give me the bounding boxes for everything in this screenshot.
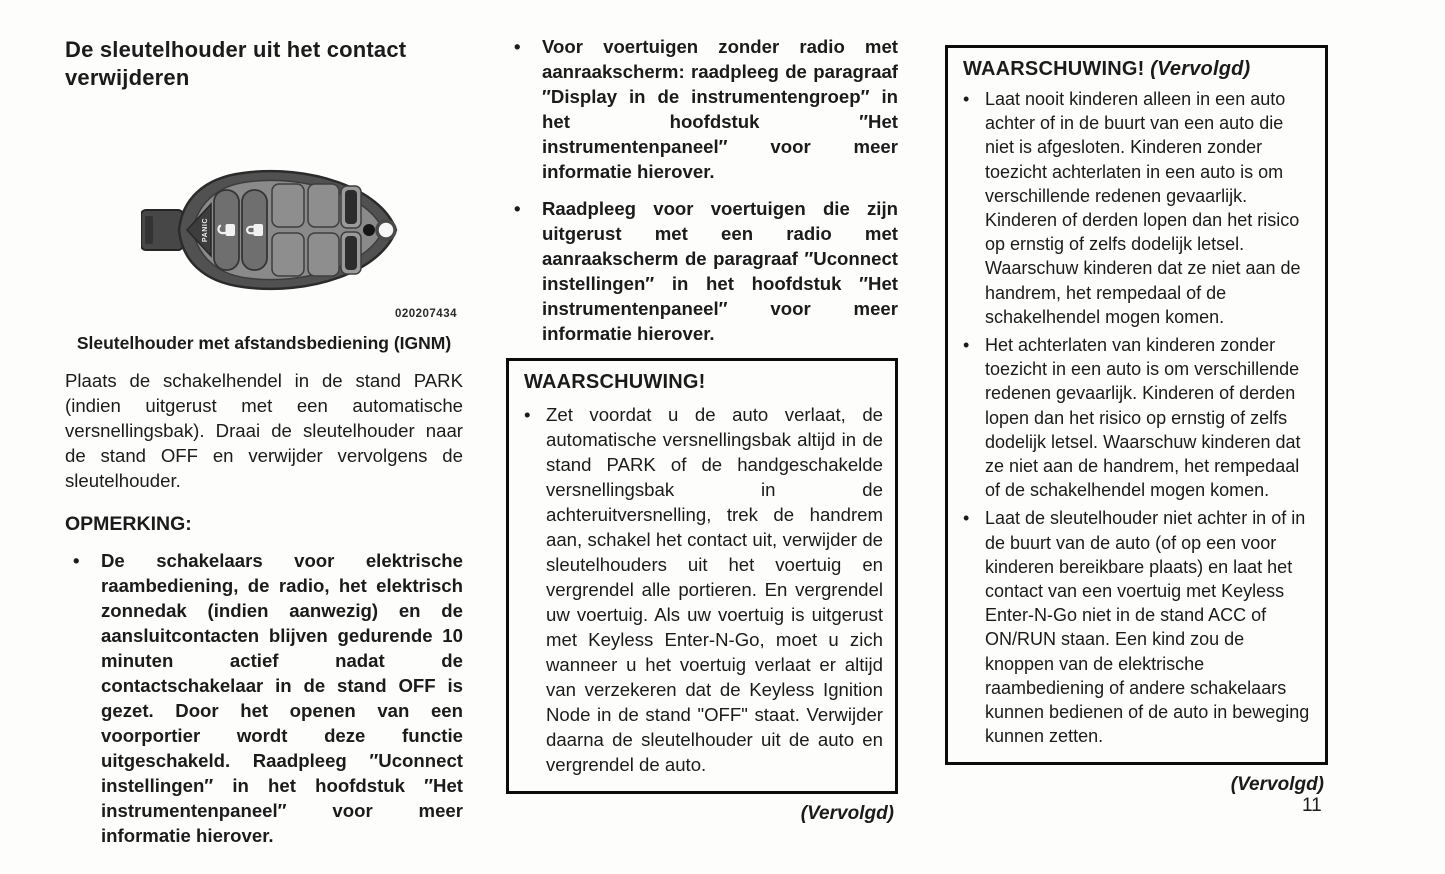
bullet-dot: • (73, 550, 80, 571)
blank-button-panel (272, 184, 304, 227)
bullet-dot: • (514, 36, 521, 57)
continued-label: (Vervolgd) (1230, 774, 1324, 796)
intro-paragraph: Plaats de schakelhendel in de stand PARK (indien uitgerust met een automatische versnellingsbak). Draai de sleutelhouder naar de stand OFF en verwijder vervolgens de sleutelhouder. (65, 370, 463, 491)
bullet-dot: • (514, 198, 521, 219)
note-bullet-text: De schakelaars voor elektrische raambediening, de radio, het elektrisch zonnedak (indien aanwezig) en de aansluitcontacten blijven gedurende 10 minuten actief nadat de contactschakelaar in de stand OFF is gezet. Door het openen van een voorportier wordt deze functie uitgeschakeld. Raadpleeg ″Uconnect instellingen″ in het hoofdstuk ″Het instrumentenpaneel″ voor meer informatie hierover. (101, 550, 463, 846)
figure-part-code: 020207434 (394, 308, 457, 320)
warning-title: WAARSCHUWING! (524, 371, 706, 393)
warning-title-text: WAARSCHUWING! (963, 58, 1145, 80)
blank-button-panel (272, 233, 304, 276)
warning-bullet (961, 333, 1313, 502)
warning-bullet (961, 506, 1313, 748)
key-blade-notch (145, 216, 153, 244)
pivot-dot (363, 224, 375, 236)
note-heading: OPMERKING: (65, 513, 192, 535)
key-fob-figure (65, 158, 463, 354)
key-fob-illustration (141, 158, 401, 302)
page-number: 11 (1302, 795, 1322, 816)
panic-button-label: PANIC (201, 217, 209, 243)
warning-bullet-text: Laat nooit kinderen alleen in een auto achter of in de buurt van een auto die niet is afgesloten. Kinderen zonder toezicht achterlaten in een auto is om verschillende redenen gevaarlijk. Kinderen of derden lopen dan het risico op ernstig of zelfs dodelijk letsel. Waarschuw kinderen dat ze niet aan de handrem, het rempedaal of de schakelhendel mogen komen. (985, 89, 1301, 327)
list-item (506, 34, 898, 184)
continued-label: (Vervolgd) (800, 803, 894, 824)
key-fob-image (141, 158, 401, 302)
slot-bottom-opening (345, 236, 357, 270)
bullet-dot: • (524, 404, 531, 425)
warning-title (963, 58, 1313, 81)
bullet-dot: • (963, 508, 970, 529)
slot-top-opening (345, 190, 357, 224)
warning-bullet (961, 87, 1313, 329)
middle-column (506, 34, 898, 825)
bullet-dot: • (963, 89, 970, 109)
warning-title-continued: (Vervolgd) (1150, 58, 1251, 80)
note-bullet (65, 548, 463, 848)
warning-bullet-text: Het achterlaten van kinderen zonder toezicht in een auto is om verschillende redenen gevaarlijk. Kinderen of derden lopen dan het risico op ernstig of zelfs dodelijk letsel. Waarschuw kinderen dat ze niet aan de handrem, het rempedaal of de schakelhendel mogen komen. (985, 335, 1301, 501)
warning-bullet (522, 402, 883, 777)
figure-caption: Sleutelhouder met afstandsbediening (IGNM) (76, 333, 452, 353)
section-heading: De sleutelhouder uit het contact verwijderen (65, 37, 407, 90)
warning-box (506, 358, 898, 794)
left-column (65, 36, 463, 848)
keyring-hole (377, 221, 395, 239)
list-item (506, 196, 898, 346)
warning-bullet-text: Laat de sleutelhouder niet achter in of in de buurt van de auto (of op een voor kinderen bereikbare plaats) en laat het contact van een voertuig met Keyless Enter-N-Go niet in de stand ACC of ON/RUN staan. Een kind zou de knoppen van de elektrische raambediening of andere schakelaars kunnen bedienen of de auto in beweging kunnen zetten. (985, 508, 1310, 747)
blank-button-panel (308, 184, 339, 227)
list-item-text: Raadpleeg voor voertuigen die zijn uitgerust met een radio met aanraakscherm de paragraaf ″Uconnect instellingen″ in het hoofdstuk ″Het instrumentenpaneel″ voor meer informatie hierover. (542, 198, 898, 344)
warning-box-continued (945, 45, 1328, 765)
warning-bullet-text: Zet voordat u de auto verlaat, de automatische versnellingsbak altijd in de stand PARK of de handgeschakelde versnellingsbak in de achteruitversnelling, trek de handrem aan, schakel het contact uit, verwijder de sleutelhouders uit het voertuig en vergrendel alle portieren. En vergrendel uw voertuig. Als uw voertuig is uitgerust met Keyless Enter-N-Go, moet u zich wanneer u het voertuig verlaat er altijd van verzekeren dat de Keyless Ignition Node in de stand "OFF" staat. Verwijder daarna de sleutelhouder uit de auto en vergrendel de auto. (546, 404, 883, 775)
bullet-dot: • (963, 335, 970, 356)
blank-button-panel (308, 233, 339, 276)
right-column (945, 45, 1328, 796)
list-item-text: Voor voertuigen zonder radio met aanraakscherm: raadpleeg de paragraaf ″Display in de instrumentengroep″ in het hoofdstuk ″Het instrumentenpaneel″ voor meer informatie hierover. (542, 36, 898, 182)
